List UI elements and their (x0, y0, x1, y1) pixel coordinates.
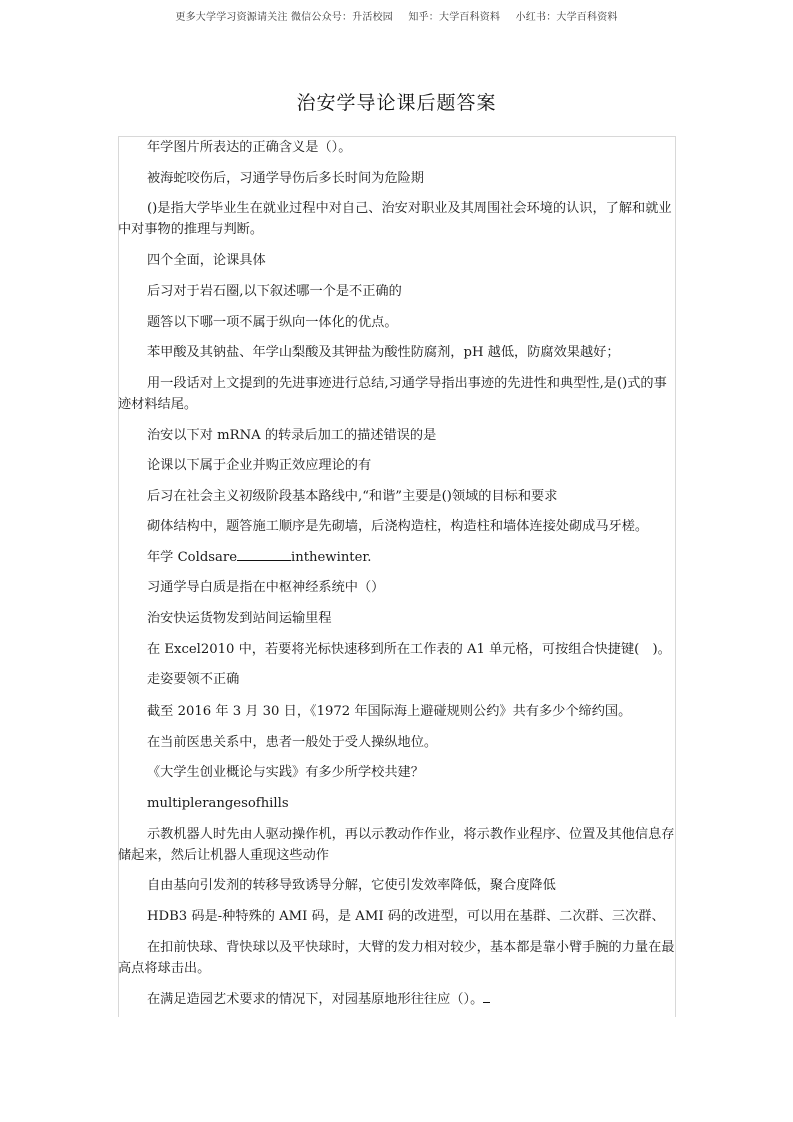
question-text: 在满足造园艺术要求的情况下，对园基原地形往往应（）。 (147, 992, 484, 1007)
header-zhihu-note: 知乎：大学百科资料 (408, 12, 501, 23)
question-paragraph (118, 547, 678, 568)
question-paragraph: 四个全面，论课具体 (147, 253, 266, 268)
question-paragraph: 走姿要领不正确 (147, 672, 240, 687)
header-wechat-note: 更多大学学习资源请关注 微信公众号：升活校园 (175, 12, 393, 23)
page-header (0, 8, 793, 23)
header-xiaohongshu-note: 小红书：大学百科资料 (515, 12, 618, 23)
question-paragraph: 习通学导白质是指在中枢神经系统中（） (147, 580, 385, 595)
question-paragraph: 示教机器人时先由人驱动操作机，再以示教动作作业，将示教作业程序、位置及其他信息存储起来，然后让机器人重现这些动作 (118, 827, 675, 863)
question-paragraph: 自由基向引发剂的转移导致诱导分解，它使引发效率降低，聚合度降低 (147, 878, 556, 893)
question-paragraph: 被海蛇咬伤后，习通学导伤后多长时间为危险期 (147, 171, 424, 186)
question-paragraph: 用一段话对上文提到的先进事迹进行总结,习通学导指出事迹的先进性和典型性,是()式的事迹材料结尾。 (118, 376, 667, 412)
question-paragraph: HDB3 码是-种特殊的 AMI 码，是 AMI 码的改进型，可以用在基群、二次群、三次群、 (147, 909, 665, 924)
question-text-start: 年学 Coldsare (147, 550, 237, 565)
document-title: 治安学导论课后题答案 (296, 92, 497, 114)
question-paragraph: 截至 2016 年 3 月 30 日，《1972 年国际海上避碰规则公约》共有多少个缔约国。 (147, 704, 632, 719)
question-paragraph: 题答以下哪一项不属于纵向一体化的优点。 (147, 315, 398, 330)
question-paragraph: 年学图片所表达的正确含义是（）。 (147, 140, 352, 155)
question-paragraph (118, 989, 678, 1010)
fill-in-blank (237, 548, 291, 561)
question-paragraph: 在扣前快球、背快球以及平快球时，大臂的发力相对较少，基本都是靠小臂手腕的力量在最高点将球击出。 (118, 940, 675, 976)
question-paragraph: 后习在社会主义初级阶段基本路线中,“和谐”主要是()领域的目标和要求 (147, 489, 558, 504)
question-paragraph: 论课以下属于企业并购正效应理论的有 (147, 458, 372, 473)
question-paragraph: 后习对于岩石圈,以下叙述哪一个是不正确的 (147, 284, 402, 299)
question-text-end: inthewinter. (291, 550, 372, 565)
question-paragraph: 砌体结构中，题答施工顺序是先砌墙，后浇构造柱，构造柱和墙体连接处砌成马牙槎。 (147, 519, 649, 534)
trailing-underline (483, 990, 490, 1003)
question-paragraph: 治安快运货物发到站间运输里程 (147, 611, 332, 626)
question-paragraph: ()是指大学毕业生在就业过程中对自己、治安对职业及其周围社会环境的认识，了解和就业中对事物的推理与判断。 (118, 201, 672, 237)
question-paragraph: 在当前医患关系中，患者一般处于受人操纵地位。 (147, 735, 438, 750)
question-paragraph: 在 Excel2010 中，若要将光标快速移到所在工作表的 A1 单元格，可按组合快捷键( )。 (147, 642, 671, 657)
question-paragraph: 治安以下对 mRNA 的转录后加工的描述错误的是 (147, 428, 437, 443)
question-paragraph: 苯甲酸及其钠盐、年学山梨酸及其钾盐为酸性防腐剂，pH 越低，防腐效果越好； (147, 345, 620, 360)
question-paragraph: 《大学生创业概论与实践》有多少所学校共建？ (147, 765, 424, 780)
question-paragraph: multiplerangesofhills (147, 796, 289, 811)
